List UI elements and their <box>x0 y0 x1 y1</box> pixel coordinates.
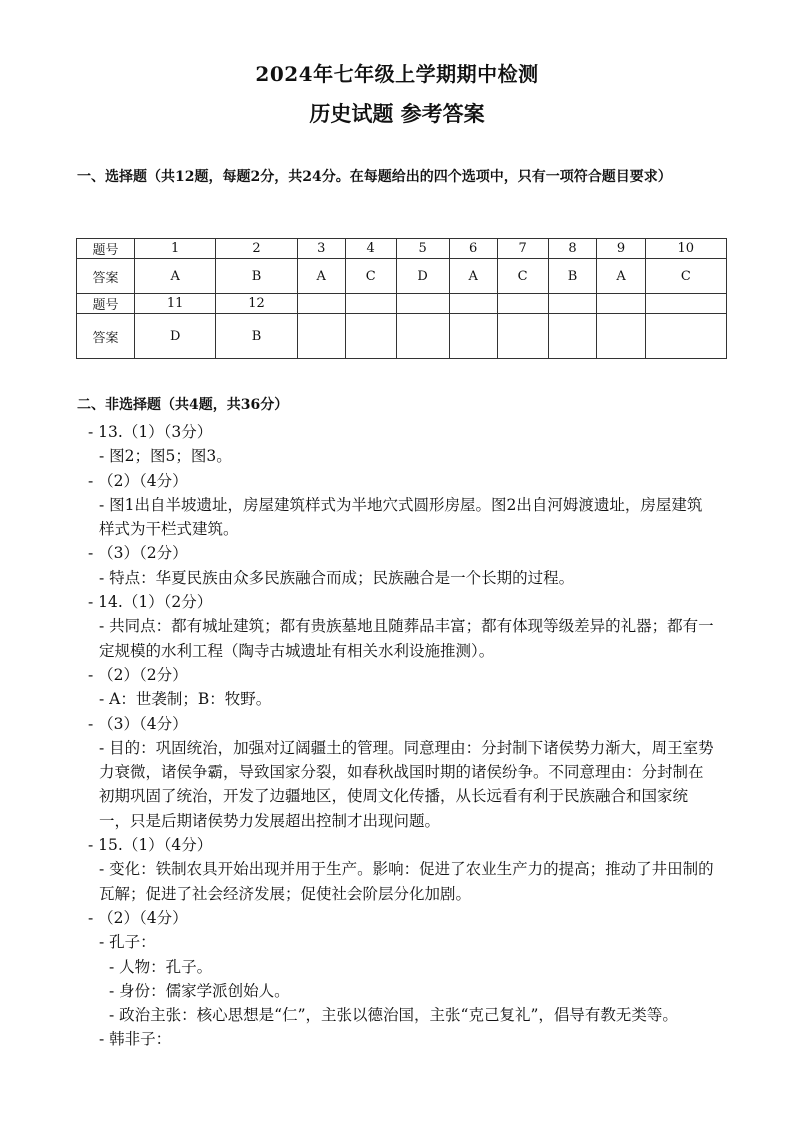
answer-line: - 人物：孔子。 <box>109 957 213 976</box>
table-cell <box>497 314 548 359</box>
table-cell: A <box>135 259 216 294</box>
table-cell <box>297 294 345 314</box>
answer-line: - 变化：铁制农具开始出现并用于生产。影响：促进了农业生产力的提高；推动了井田制的瓦解；促进了社会经济发展；促使社会阶层分化加剧。 <box>99 860 714 903</box>
table-cell: B <box>216 314 297 359</box>
table-cell <box>645 294 726 314</box>
row-label-number: 题号 <box>77 239 135 259</box>
row-label-number: 题号 <box>77 294 135 314</box>
answer-line: - 14.（1）（2分） <box>88 593 213 612</box>
section2-heading: 二、非选择题（共4题，共36分） <box>77 397 289 413</box>
table-cell: 7 <box>497 239 548 259</box>
table-cell <box>597 294 645 314</box>
answer-line: - （3）（4分） <box>88 714 188 733</box>
table-row-numbers-1 <box>77 239 727 259</box>
answer-line: - 韩非子： <box>99 1030 172 1049</box>
table-cell <box>645 314 726 359</box>
table-cell <box>345 314 396 359</box>
answer-line: - （3）（2分） <box>88 544 188 563</box>
table-row-answers-2 <box>77 314 727 359</box>
answer-table <box>76 238 727 359</box>
answer-line: - 13.（1）（3分） <box>88 423 213 441</box>
table-cell <box>449 294 497 314</box>
table-row-numbers-2 <box>77 294 727 314</box>
table-cell <box>497 294 548 314</box>
table-cell <box>449 314 497 359</box>
table-cell: 2 <box>216 239 297 259</box>
table-cell: B <box>548 259 597 294</box>
table-cell <box>396 294 449 314</box>
answer-line: - 政治主张：核心思想是“仁”，主张以德治国，主张“克己复礼”，倡导有教无类等。 <box>109 1006 678 1025</box>
answer-line: - （2）（4分） <box>88 908 188 927</box>
table-cell: 10 <box>645 239 726 259</box>
table-cell <box>548 314 597 359</box>
table-cell: 11 <box>135 294 216 314</box>
answer-line: - （2）（4分） <box>88 471 188 490</box>
table-cell: C <box>497 259 548 294</box>
answer-line: - 特点：华夏民族由众多民族融合而成；民族融合是一个长期的过程。 <box>99 568 575 587</box>
table-cell: 6 <box>449 239 497 259</box>
page-subtitle: 历史试题 参考答案 <box>309 101 485 126</box>
table-cell: C <box>345 259 396 294</box>
answer-line: - 孔子： <box>99 933 156 952</box>
answer-line: - 共同点：都有城址建筑；都有贵族墓地且随葬品丰富；都有体现等级差异的礼器；都有一定规模的水利工程（陶寺古城遗址有相关水利设施推测）。 <box>99 617 714 660</box>
page-title: 2024年七年级上学期期中检测 <box>255 62 539 86</box>
table-cell: D <box>135 314 216 359</box>
answer-line: - 15.（1）（4分） <box>88 836 213 855</box>
table-cell: B <box>216 259 297 294</box>
answer-line: - 图2；图5；图3。 <box>99 447 232 466</box>
answer-line: - （2）（2分） <box>88 665 188 684</box>
section1-heading: 一、选择题（共12题，每题2分，共24分。在每题给出的四个选项中，只有一项符合题目要求） <box>77 169 672 185</box>
table-cell: A <box>297 259 345 294</box>
table-cell <box>597 314 645 359</box>
answer-line: - 目的：巩固统治，加强对辽阔疆土的管理。同意理由：分封制下诸侯势力渐大，周王室势力衰微，诸侯争霸，导致国家分裂，如春秋战国时期的诸侯纷争。不同意理由：分封制在初期巩固了统治，开发了边疆地区，使周文化传播，从长远看有利于民族融合和国家统一，只是后期诸侯势力发展超出控制才出现问题。 <box>99 738 714 830</box>
table-cell: 8 <box>548 239 597 259</box>
row-label-answer: 答案 <box>77 259 135 294</box>
answer-line: - 身份：儒家学派创始人。 <box>109 981 290 1000</box>
answer-body <box>75 420 715 1052</box>
table-cell: 3 <box>297 239 345 259</box>
answer-line: - 图1出自半坡遗址，房屋建筑样式为半地穴式圆形房屋。图2出自河姆渡遗址，房屋建筑样式为干栏式建筑。 <box>99 495 703 539</box>
table-cell: 12 <box>216 294 297 314</box>
table-cell: A <box>449 259 497 294</box>
table-cell <box>396 314 449 359</box>
table-cell: 9 <box>597 239 645 259</box>
table-cell: A <box>597 259 645 294</box>
table-cell: 5 <box>396 239 449 259</box>
table-row-answers-1 <box>77 259 727 294</box>
table-cell: C <box>645 259 726 294</box>
table-cell: D <box>396 259 449 294</box>
table-cell <box>548 294 597 314</box>
table-cell <box>297 314 345 359</box>
table-cell: 4 <box>345 239 396 259</box>
answer-line: - A：世袭制；B：牧野。 <box>99 690 272 709</box>
table-cell: 1 <box>135 239 216 259</box>
table-cell <box>345 294 396 314</box>
row-label-answer: 答案 <box>77 314 135 359</box>
